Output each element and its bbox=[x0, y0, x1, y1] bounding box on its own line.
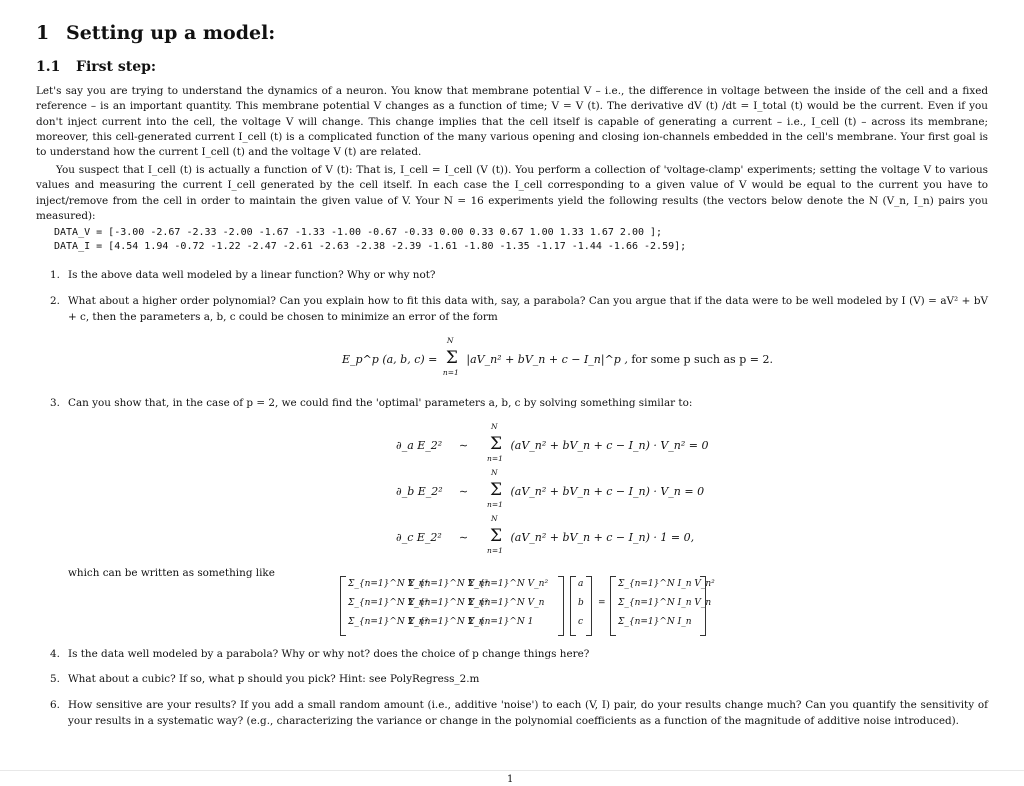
page-bottom-divider bbox=[0, 770, 1024, 771]
matrix-cell: Σ_{n=1}^N V_n³ bbox=[348, 598, 429, 608]
subsection-number: 1.1 bbox=[36, 59, 61, 75]
error-sum-bottom: n=1 bbox=[442, 368, 459, 377]
gradient-a-rel: ∼ bbox=[458, 439, 469, 452]
matrix-cell: Σ_{n=1}^N V_n bbox=[468, 598, 545, 608]
question-1-text: Is the above data well modeled by a linear function? Why or why not? bbox=[68, 269, 436, 281]
question-2-text: What about a higher order polynomial? Can you explain how to fit this data with, say, a parabola? Can you argue that if the data were to be well modeled by I (V) = aV² + bV + c, then the parameters a, b, c could be chosen to minimize an error of the form bbox=[68, 295, 988, 323]
error-equation-tail: for some p such as p = 2. bbox=[631, 353, 773, 366]
question-4-text: Is the data well modeled by a parabola? Why or why not? does the choice of p change things here? bbox=[68, 648, 590, 660]
question-6-text: How sensitive are your results? If you add a small random amount (i.e., additive 'noise') to each (V, I) pair, do your results change much? Can you quantify the sensitivity of your results in a systematic way? (e.g., characterizing the variance or change in the polynomial coefficients as a function of the magnitude of additive noise introduced). bbox=[68, 699, 988, 727]
data-v-code: DATA_V = [-3.00 -2.67 -2.33 -2.00 -1.67 -1.33 -1.00 -0.67 -0.33 0.00 0.33 0.67 1.00 1.33 1.67 2.00 ]; bbox=[54, 227, 663, 238]
question-3-text: Can you show that, in the case of p = 2, we could find the 'optimal' parameters a, b, c by solving something similar to: bbox=[68, 397, 693, 409]
matrix-equals: = bbox=[598, 598, 606, 608]
gradient-a-sum-top: N bbox=[491, 422, 498, 431]
question-2-label: 2. bbox=[50, 295, 60, 307]
written-as-text: which can be written as something like bbox=[68, 567, 275, 579]
section-number: 1 bbox=[36, 22, 50, 44]
rhs-cell: Σ_{n=1}^N I_n V_n² bbox=[618, 579, 715, 589]
data-i-code: DATA_I = [4.54 1.94 -0.72 -1.22 -2.47 -2.61 -2.63 -2.38 -2.39 -1.61 -1.80 -1.35 -1.17 -1.44 -1.66 -2.59]; bbox=[54, 241, 687, 252]
gradient-b-sum-top: N bbox=[491, 468, 498, 477]
gradient-c-sum-bottom: n=1 bbox=[487, 546, 503, 555]
gradient-c-lhs: ∂_c E_2² bbox=[396, 531, 442, 544]
gradient-equation-b bbox=[396, 468, 705, 509]
matrix-left-bracket bbox=[340, 576, 346, 636]
gradient-b-rel: ∼ bbox=[458, 485, 469, 498]
vector-right-bracket bbox=[586, 576, 592, 636]
vector-cell-a: a bbox=[578, 579, 584, 589]
error-equation-body: |aV_n² + bV_n + c − I_n|^p , bbox=[466, 353, 628, 366]
gradient-b-body: (aV_n² + bV_n + c − I_n) · V_n = 0 bbox=[510, 485, 705, 498]
question-3-label: 3. bbox=[50, 397, 60, 409]
gradient-b-sum-bottom: n=1 bbox=[487, 500, 503, 509]
matrix-cell: Σ_{n=1}^N V_n³ bbox=[408, 579, 489, 589]
matrix-equation bbox=[340, 576, 715, 636]
page-number: 1 bbox=[507, 774, 514, 785]
question-5-label: 5. bbox=[50, 673, 60, 685]
gradient-a-lhs: ∂_a E_2² bbox=[396, 439, 443, 452]
question-1-label: 1. bbox=[50, 269, 60, 281]
matrix-cell: Σ_{n=1}^N 1 bbox=[468, 617, 534, 627]
vector-left-bracket bbox=[570, 576, 576, 636]
subsection-title-text: First step: bbox=[76, 59, 157, 75]
rhs-cell: Σ_{n=1}^N I_n V_n bbox=[618, 598, 712, 608]
question-4-label: 4. bbox=[50, 648, 60, 660]
subsection-title bbox=[36, 59, 156, 75]
gradient-c-rel: ∼ bbox=[458, 531, 469, 544]
sum-symbol: Σ bbox=[489, 526, 503, 546]
sum-symbol: Σ bbox=[489, 434, 503, 454]
error-equation-lhs: E_p^p (a, b, c) = bbox=[342, 353, 438, 366]
question-6-label: 6. bbox=[50, 699, 60, 711]
matrix-cell: Σ_{n=1}^N V_n² bbox=[408, 598, 489, 608]
vector-cell-c: c bbox=[578, 617, 584, 627]
intro-paragraph: Let's say you are trying to understand the dynamics of a neuron. You know that membrane potential V – i.e., the difference in voltage between the inside of the cell and a fixed reference – is an important quantity. This membrane potential V changes as a function of time; V = V (t). The derivative dV (t) /dt = I_total (t) would be the current. Even if you don't inject current into the cell, the voltage V will change. This change implies that the cell itself is capable of generating a current – i.e., I_cell (t) – across its membrane; moreover, this cell-generated current I_cell (t) is a complicated function of the many various opening and closing ion-channels embedded in the cell's membrane. Your first goal is to understand how the current I_cell (t) and the voltage V (t) are related. bbox=[36, 85, 988, 159]
gradient-c-sum-top: N bbox=[491, 514, 498, 523]
section-title-text: Setting up a model: bbox=[66, 22, 276, 44]
gradient-b-lhs: ∂_b E_2² bbox=[396, 485, 443, 498]
matrix-right-bracket bbox=[558, 576, 564, 636]
question-5-text: What about a cubic? If so, what p should you pick? Hint: see PolyRegress_2.m bbox=[68, 673, 480, 685]
gradient-a-body: (aV_n² + bV_n + c − I_n) · V_n² = 0 bbox=[510, 439, 709, 452]
rhs-right-bracket bbox=[700, 576, 706, 636]
gradient-equation-c bbox=[396, 514, 695, 555]
rhs-left-bracket bbox=[610, 576, 616, 636]
matrix-cell: Σ_{n=1}^N V_n² bbox=[348, 617, 429, 627]
error-equation bbox=[342, 336, 773, 377]
matrix-cell: Σ_{n=1}^N V_n² bbox=[468, 579, 549, 589]
gradient-c-body: (aV_n² + bV_n + c − I_n) · 1 = 0, bbox=[510, 531, 695, 544]
error-sum-top: N bbox=[446, 336, 454, 345]
hypothesis-paragraph: You suspect that I_cell (t) is actually a function of V (t): That is, I_cell = I_cell (V (t)). You perform a collection of 'voltage-clamp' experiments; setting the voltage V to various values and measuring the current I_cell generated by the cell itself. In each case the I_cell corresponding to a given value of V would be equal to the current you have to inject/remove from the cell in order to maintain the given value of V. Your N = 16 experiments yield the following results (the vectors below denote the N (V_n, I_n) pairs you measured): bbox=[36, 164, 988, 222]
gradient-equation-a bbox=[396, 422, 709, 463]
matrix-cell: Σ_{n=1}^N V_n⁴ bbox=[348, 579, 429, 589]
vector-cell-b: b bbox=[578, 598, 584, 608]
sum-symbol: Σ bbox=[445, 348, 458, 368]
sum-symbol: Σ bbox=[489, 480, 503, 500]
matrix-cell: Σ_{n=1}^N V_n bbox=[408, 617, 485, 627]
rhs-cell: Σ_{n=1}^N I_n bbox=[618, 617, 692, 627]
section-title bbox=[36, 22, 275, 44]
gradient-a-sum-bottom: n=1 bbox=[487, 454, 503, 463]
